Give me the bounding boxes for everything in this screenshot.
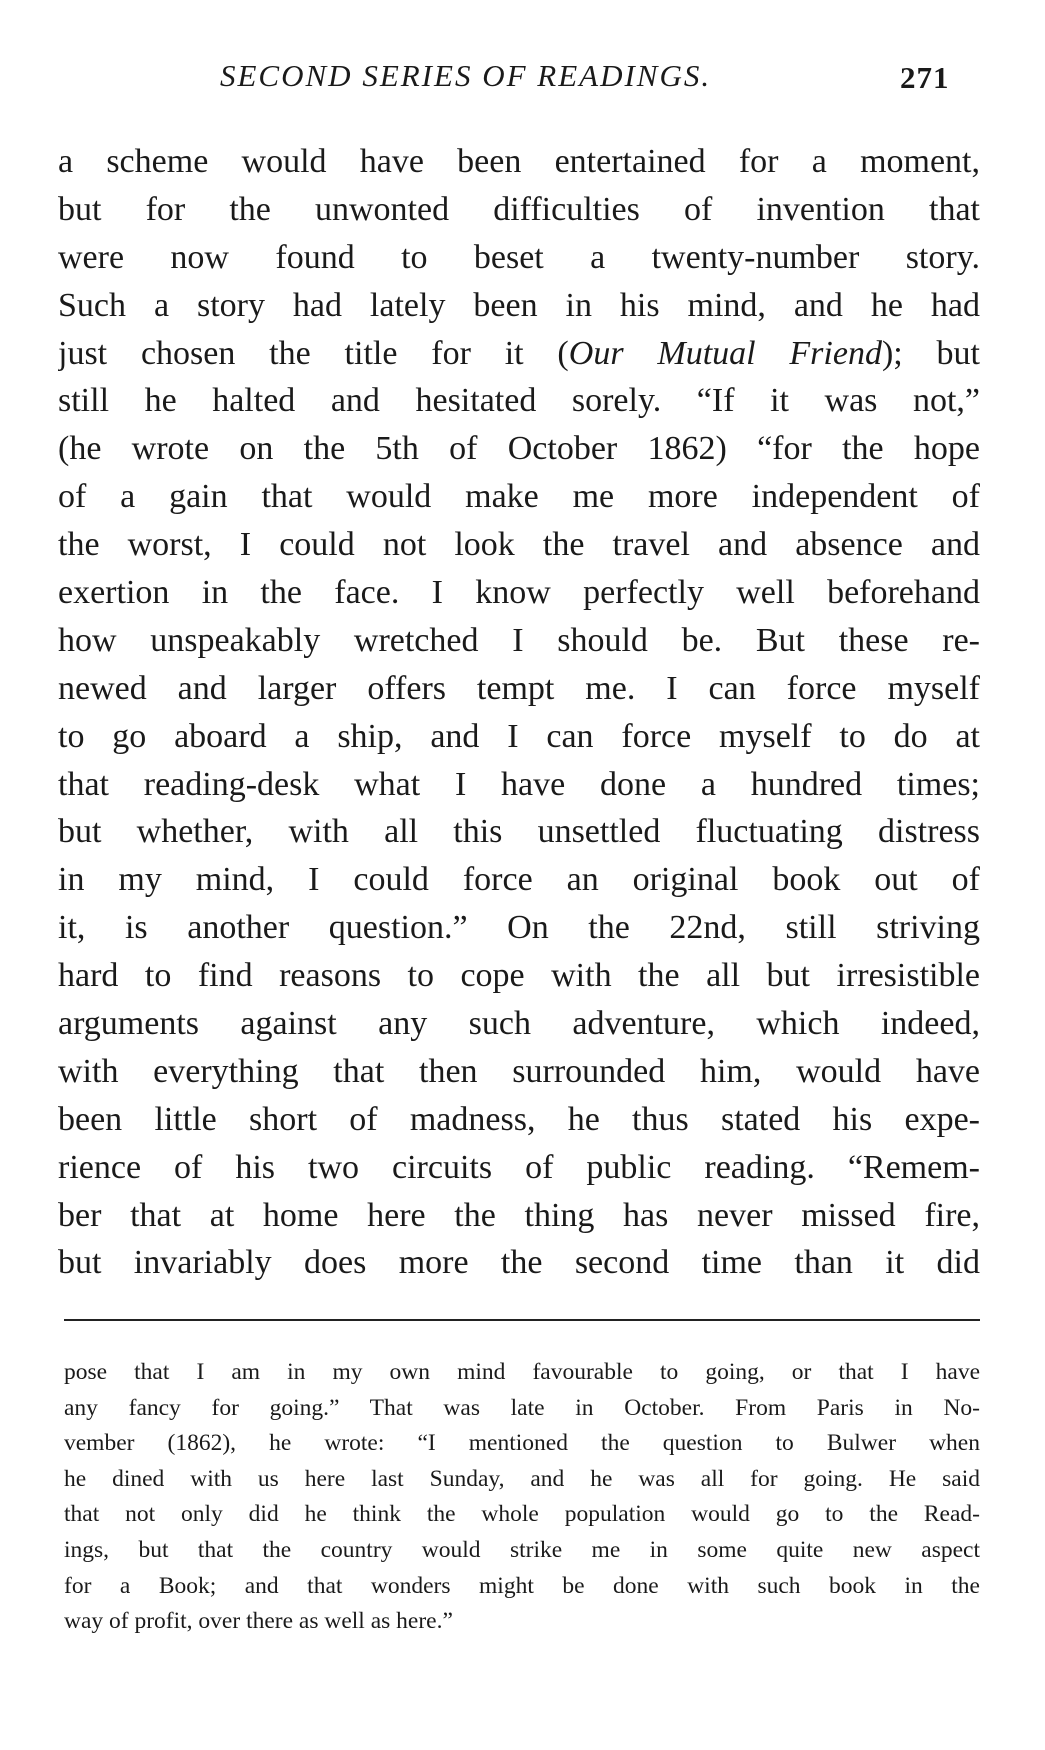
body-line: but whether, with all this unsettled fluctuating distress <box>58 813 980 851</box>
body-line: but invariably does more the second time than it did <box>58 1244 980 1282</box>
body-line: been little short of madness, he thus stated his expe- <box>58 1100 980 1138</box>
footnote-line: he dined with us here last Sunday, and he was all for going. He said <box>64 1465 980 1492</box>
footnote-line: that not only did he think the whole population would go to the Read- <box>64 1501 980 1528</box>
body-line: (he wrote on the 5th of October 1862) “for the hope <box>58 430 980 468</box>
body-line: still he halted and hesitated sorely. “If it was not,” <box>58 382 980 420</box>
footnote-line: ings, but that the country would strike me in some quite new aspect <box>64 1536 980 1563</box>
running-head-title: SECOND SERIES OF READINGS. <box>220 58 712 93</box>
running-head <box>0 58 1045 108</box>
page-number: 271 <box>900 60 950 95</box>
body-line: it, is another question.” On the 22nd, still striving <box>58 909 980 947</box>
book-title-italic: Our Mutual Friend <box>568 334 882 372</box>
body-line: just chosen the title for it (Our Mutual Friend); but <box>58 334 980 372</box>
footnote-line: way of profit, over there as well as here.” <box>64 1608 453 1635</box>
body-line: in my mind, I could force an original book out of <box>58 861 980 899</box>
footnote <box>64 1355 980 1640</box>
body-line: to go aboard a ship, and I can force myself to do at <box>58 717 980 755</box>
body-line: that reading-desk what I have done a hundred times; <box>58 765 980 803</box>
footnote-line: for a Book; and that wonders might be done with such book in the <box>64 1572 980 1599</box>
body-line: newed and larger offers tempt me. I can force myself <box>58 669 980 707</box>
body-line: the worst, I could not look the travel and absence and <box>58 526 980 564</box>
body-line: Such a story had lately been in his mind, and he had <box>58 286 980 324</box>
footnote-line: vember (1862), he wrote: “I mentioned the question to Bulwer when <box>64 1430 980 1457</box>
footnote-line: any fancy for going.” That was late in October. From Paris in No- <box>64 1394 980 1421</box>
footnote-rule <box>64 1319 980 1321</box>
body-line: but for the unwonted difficulties of invention that <box>58 190 980 228</box>
footnote-line: pose that I am in my own mind favourable to going, or that I have <box>64 1359 980 1385</box>
body-line: exertion in the face. I know perfectly well beforehand <box>58 574 980 612</box>
body-line: were now found to beset a twenty-number story. <box>58 238 980 276</box>
body-line: with everything that then surrounded him, would have <box>58 1052 980 1090</box>
body-text <box>58 138 980 1287</box>
body-line: arguments against any such adventure, which indeed, <box>58 1005 980 1043</box>
body-line: of a gain that would make me more independent of <box>58 478 980 516</box>
body-line: how unspeakably wretched I should be. But these re- <box>58 621 980 659</box>
body-line: a scheme would have been entertained for a moment, <box>58 143 980 180</box>
body-line: hard to find reasons to cope with the all but irresistible <box>58 957 980 995</box>
body-line: rience of his two circuits of public reading. “Remem- <box>58 1148 980 1186</box>
body-line: ber that at home here the thing has never missed fire, <box>58 1196 980 1234</box>
